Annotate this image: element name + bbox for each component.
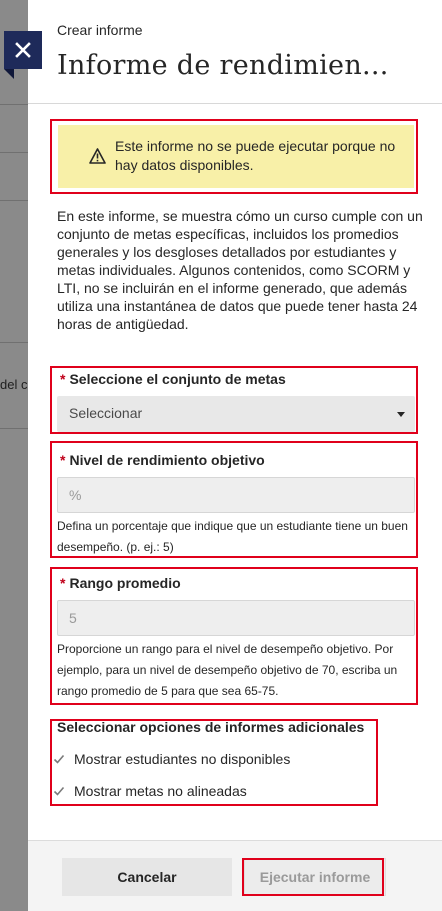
checkbox-label: Mostrar metas no alineadas: [74, 783, 247, 799]
checkbox[interactable]: [52, 752, 66, 766]
goal-set-selected-value: Seleccionar: [69, 405, 143, 421]
close-panel-button[interactable]: [4, 31, 42, 69]
background-page: [0, 0, 28, 911]
panel-footer: [28, 840, 442, 911]
close-icon: [14, 41, 32, 59]
background-divider: [0, 342, 28, 343]
highlight-box: [242, 858, 384, 896]
goal-set-label-text: Seleccione el conjunto de metas: [69, 371, 286, 387]
cancel-button[interactable]: Cancelar: [62, 858, 232, 896]
tab-fold: [4, 69, 14, 79]
page-title: Informe de rendimien...: [57, 50, 389, 81]
option-show-unavailable-students[interactable]: [52, 748, 290, 770]
report-description: En este informe, se muestra cómo un curso cumple con un conjunto de metas específicas, incluidos los promedios generales y los desgloses detallados por estudiantes y metas individuales. Algunos contenidos, como SCORM y LTI, no se incluirán en el informe generado, que además utiliza una instantánea de datos que puede tener hasta 24 horas de antigüedad.: [57, 208, 423, 332]
target-level-help: Defina un porcentaje que indique que un estudiante tiene un buen desempeño. (p. ej.: 5): [57, 519, 408, 554]
background-text: del c: [0, 377, 28, 392]
checkmark-icon: [52, 752, 66, 766]
panel-eyebrow: Crear informe: [57, 22, 143, 38]
checkmark-icon: [52, 784, 66, 798]
average-range-placeholder: 5: [69, 610, 77, 626]
required-mark: *: [60, 452, 66, 468]
panel-header: [28, 0, 442, 104]
background-divider: [0, 428, 28, 429]
target-level-input[interactable]: [57, 477, 415, 513]
target-level-label: [60, 452, 265, 468]
required-mark: *: [60, 371, 66, 387]
warning-banner: [58, 125, 414, 188]
background-divider: [0, 200, 28, 201]
option-show-unaligned-goals[interactable]: [52, 780, 247, 802]
additional-options-heading: Seleccionar opciones de informes adicionales: [57, 719, 365, 735]
goal-set-select[interactable]: [57, 396, 415, 432]
warning-text: Este informe no se puede ejecutar porque no hay datos disponibles.: [115, 138, 396, 173]
checkbox-label: Mostrar estudiantes no disponibles: [74, 751, 291, 767]
create-report-panel: [28, 0, 442, 911]
average-range-label: [60, 575, 181, 591]
background-divider: [0, 152, 28, 153]
run-report-button[interactable]: Ejecutar informe: [244, 858, 386, 896]
warning-icon: [89, 148, 106, 164]
chevron-down-icon: [397, 412, 405, 417]
average-range-help: Proporcione un rango para el nivel de desempeño objetivo. Por ejemplo, para un nivel de desempeño objetivo de 70, escriba un rango promedio de 5 para que sea 65-75.: [57, 642, 398, 698]
average-range-input[interactable]: [57, 600, 415, 636]
average-range-label-text: Rango promedio: [69, 575, 181, 591]
target-level-label-text: Nivel de rendimiento objetivo: [69, 452, 265, 468]
checkbox[interactable]: [52, 784, 66, 798]
goal-set-label: [60, 371, 286, 387]
required-mark: *: [60, 575, 66, 591]
background-divider: [0, 104, 28, 105]
target-level-placeholder: %: [69, 487, 82, 503]
